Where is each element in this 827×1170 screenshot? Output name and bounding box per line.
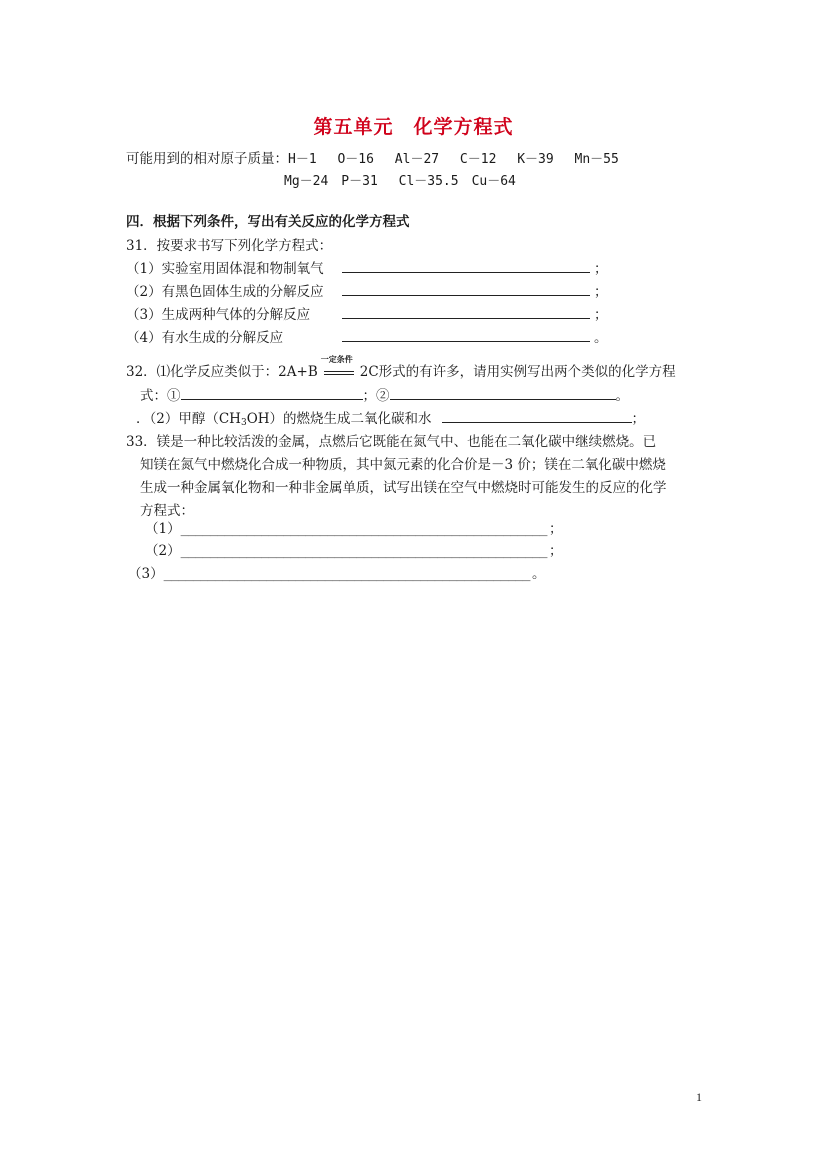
q31-item-4-blank[interactable] xyxy=(342,340,590,342)
page-title: 第五单元 化学方程式 xyxy=(313,116,514,138)
q31-item-2-end: ； xyxy=(594,284,608,300)
q32-part2-a: ．（2）甲醇（CH xyxy=(136,411,241,427)
atomic-mass-values-1: H－1 O－16 Al－27 C－12 K－39 Mn－55 xyxy=(288,152,619,167)
section-heading: 四．根据下列条件，写出有关反应的化学方程式 xyxy=(126,214,410,230)
q32-prefix: 32．⑴化学反应类似于：2A+B xyxy=(126,364,318,380)
q32-line-1 xyxy=(126,353,676,380)
q33-answer-1-blank[interactable]: __________________________________________________ xyxy=(180,522,547,537)
q32-line2-end: 。 xyxy=(615,388,629,404)
q31-item-3-label: （3）生成两种气体的分解反应 xyxy=(126,307,311,323)
q31-item-3-blank[interactable] xyxy=(342,317,590,319)
q32-line-2 xyxy=(140,384,629,404)
equals-sign-icon xyxy=(324,371,354,375)
q32-line2-mid: ；② xyxy=(362,388,390,404)
q31-item-1-blank[interactable] xyxy=(342,271,590,273)
q31-stem: 31．按要求书写下列化学方程式： xyxy=(126,238,333,254)
q32-blank-1[interactable] xyxy=(181,398,363,400)
q32-blank-2[interactable] xyxy=(390,398,616,400)
page-number: 1 xyxy=(696,1090,702,1104)
q31-item-1-label: （1）实验室用固体混和物制氧气 xyxy=(126,261,324,277)
q31-item-4-end: 。 xyxy=(594,330,608,346)
q31-item-4-label: （4）有水生成的分解反应 xyxy=(126,330,284,346)
q32-part-2 xyxy=(136,407,645,428)
q31-item-1 xyxy=(126,257,608,277)
q33-answer-1-end: ； xyxy=(548,521,563,537)
reaction-condition: 一定条件 xyxy=(320,353,353,364)
q31-item-2 xyxy=(126,280,608,300)
q31-item-4 xyxy=(126,326,608,346)
q33-line-3: 生成一种金属氧化物和一种非金属单质，试写出镁在空气中燃烧时可能发生的反应的化学 xyxy=(140,480,667,496)
q33-answer-3 xyxy=(128,562,545,582)
q33-answer-3-label: （3） xyxy=(128,566,164,582)
q31-item-1-end: ； xyxy=(594,261,608,277)
q32-suffix: 2C形式的有许多，请用实例写出两个类似的化学方程 xyxy=(359,364,676,380)
atomic-mass-row-2 xyxy=(284,170,516,189)
q33-answer-1 xyxy=(145,517,562,537)
atomic-mass-values-2: Mg－24 P－31 Cl－35.5 Cu－64 xyxy=(284,174,516,189)
q33-answer-2-blank[interactable]: __________________________________________________ xyxy=(180,544,547,559)
q31-item-2-label: （2）有黑色固体生成的分解反应 xyxy=(126,284,324,300)
q32-part2-b: OH）的燃烧生成二氧化碳和水 xyxy=(246,411,432,427)
q33-answer-2-label: （2） xyxy=(145,543,181,559)
q33-line-4: 方程式： xyxy=(140,503,194,519)
q31-item-2-blank[interactable] xyxy=(342,294,590,296)
q32-part2-subscript: 3 xyxy=(240,418,247,428)
q32-line2-prefix: 式：① xyxy=(140,388,181,404)
q33-answer-2 xyxy=(145,539,562,559)
atomic-mass-label: 可能用到的相对原子质量： xyxy=(126,151,288,167)
q33-answer-1-label: （1） xyxy=(145,521,181,537)
q33-line-1: 33．镁是一种比较活泼的金属，点燃后它既能在氮气中、也能在二氧化碳中继续燃烧。已 xyxy=(126,434,657,450)
q33-answer-3-blank[interactable]: __________________________________________________ xyxy=(163,567,530,582)
q32-part2-end: ； xyxy=(631,411,646,427)
q31-item-3 xyxy=(126,303,608,323)
q31-item-3-end: ； xyxy=(594,307,608,323)
q33-answer-3-end: 。 xyxy=(531,566,546,582)
q33-line-2: 知镁在氮气中燃烧化合成一种物质，其中氮元素的化合价是－3 价；镁在二氧化碳中燃烧 xyxy=(140,457,666,473)
q33-answer-2-end: ； xyxy=(548,543,563,559)
atomic-mass-row-1 xyxy=(126,147,619,167)
q32-blank-3[interactable] xyxy=(442,421,632,423)
reaction-arrow xyxy=(320,353,354,375)
